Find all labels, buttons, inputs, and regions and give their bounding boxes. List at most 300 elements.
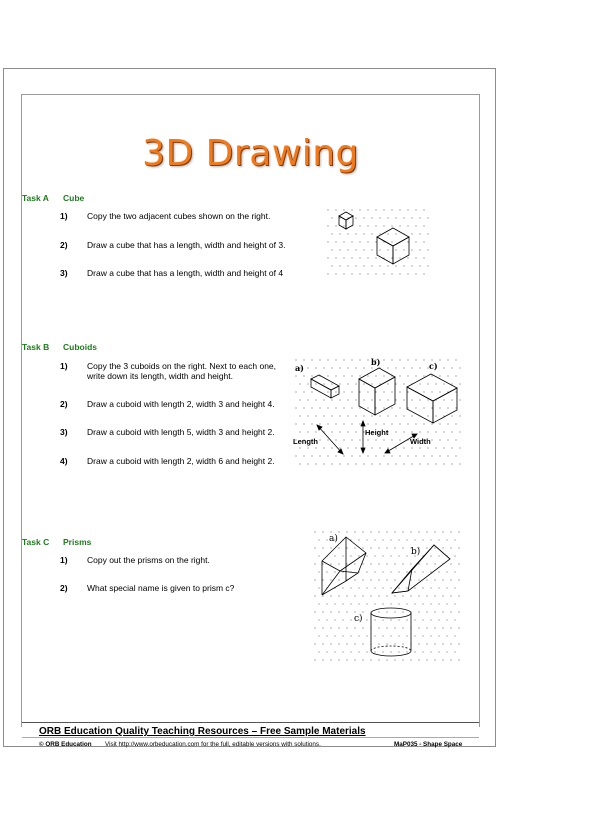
grid-dot xyxy=(382,539,383,540)
grid-dot xyxy=(447,423,448,424)
grid-dot xyxy=(378,579,379,580)
grid-dot xyxy=(314,611,315,612)
grid-dot xyxy=(450,579,451,580)
grid-dot xyxy=(391,391,392,392)
grid-dot xyxy=(374,539,375,540)
grid-dot xyxy=(319,407,320,408)
grid-dot xyxy=(455,423,456,424)
grid-dot xyxy=(303,407,304,408)
grid-dot xyxy=(394,563,395,564)
grid-dot xyxy=(338,627,339,628)
grid-dot xyxy=(431,407,432,408)
grid-dot xyxy=(303,423,304,424)
grid-dot xyxy=(422,635,423,636)
grid-dot xyxy=(422,587,423,588)
grid-dot xyxy=(407,407,408,408)
grid-dot xyxy=(450,547,451,548)
grid-dot xyxy=(366,587,367,588)
grid-dot xyxy=(374,571,375,572)
grid-dot xyxy=(375,273,376,274)
grid-dot xyxy=(319,359,320,360)
grid-dot xyxy=(339,383,340,384)
grid-dot xyxy=(375,241,376,242)
grid-dot xyxy=(399,407,400,408)
grid-dot xyxy=(450,611,451,612)
grid-dot xyxy=(398,587,399,588)
grid-dot xyxy=(362,659,363,660)
grid-dot xyxy=(371,463,372,464)
grid-dot xyxy=(378,595,379,596)
grid-dot xyxy=(335,423,336,424)
grid-dot xyxy=(347,383,348,384)
grid-dot xyxy=(434,579,435,580)
grid-dot xyxy=(350,619,351,620)
grid-dot xyxy=(403,249,404,250)
grid-dot xyxy=(427,249,428,250)
cuboid-a xyxy=(311,375,339,398)
grid-dot xyxy=(390,603,391,604)
grid-dot xyxy=(379,265,380,266)
grid-dot xyxy=(443,447,444,448)
grid-dot xyxy=(402,611,403,612)
cuboid-a-label: a) xyxy=(295,363,304,373)
grid-dot xyxy=(395,383,396,384)
grid-dot xyxy=(375,225,376,226)
grid-dot xyxy=(382,635,383,636)
grid-dot xyxy=(403,383,404,384)
grid-dot xyxy=(391,273,392,274)
grid-dot xyxy=(446,651,447,652)
grid-dot xyxy=(390,539,391,540)
grid-dot xyxy=(411,399,412,400)
grid-dot xyxy=(342,555,343,556)
grid-dot xyxy=(335,273,336,274)
grid-dot xyxy=(407,375,408,376)
grid-dot xyxy=(455,391,456,392)
grid-dot xyxy=(370,659,371,660)
grid-dot xyxy=(406,635,407,636)
grid-dot xyxy=(371,265,372,266)
grid-dot xyxy=(323,415,324,416)
footer-title: ORB Education Quality Teaching Resources – Free Sample Materials xyxy=(39,726,366,737)
grid-dot xyxy=(359,359,360,360)
grid-dot xyxy=(447,439,448,440)
grid-dot xyxy=(407,225,408,226)
grid-dot xyxy=(307,399,308,400)
question-text: Copy the 3 cuboids on the right. Next to each one, xyxy=(87,361,277,371)
grid-dot xyxy=(319,423,320,424)
grid-dot xyxy=(330,595,331,596)
grid-dot xyxy=(423,225,424,226)
grid-dot xyxy=(371,233,372,234)
grid-dot xyxy=(422,619,423,620)
grid-dot xyxy=(307,415,308,416)
grid-dot xyxy=(354,595,355,596)
grid-dot xyxy=(454,555,455,556)
grid-dot xyxy=(346,547,347,548)
grid-dot xyxy=(395,431,396,432)
grid-dot xyxy=(447,375,448,376)
grid-dot xyxy=(442,531,443,532)
grid-dot xyxy=(359,241,360,242)
grid-dot xyxy=(454,571,455,572)
grid-dot xyxy=(375,391,376,392)
grid-dot xyxy=(299,463,300,464)
grid-dot xyxy=(402,643,403,644)
grid-dot xyxy=(331,447,332,448)
grid-dot xyxy=(307,447,308,448)
grid-dot xyxy=(439,391,440,392)
grid-dot xyxy=(386,563,387,564)
small-cube xyxy=(339,212,353,229)
grid-dot xyxy=(406,619,407,620)
grid-dot xyxy=(335,209,336,210)
grid-dot xyxy=(299,431,300,432)
grid-dot xyxy=(359,375,360,376)
grid-dot xyxy=(323,463,324,464)
grid-dot xyxy=(435,463,436,464)
grid-dot xyxy=(330,547,331,548)
grid-dot xyxy=(391,241,392,242)
grid-dot xyxy=(459,431,460,432)
grid-dot xyxy=(427,217,428,218)
grid-dot xyxy=(434,611,435,612)
cubes-figure xyxy=(325,207,429,279)
grid-dot xyxy=(423,407,424,408)
grid-dot xyxy=(374,555,375,556)
grid-dot xyxy=(331,431,332,432)
grid-dot xyxy=(323,399,324,400)
grid-dot xyxy=(406,603,407,604)
height-label: Height xyxy=(365,428,389,437)
grid-dot xyxy=(455,439,456,440)
grid-dot xyxy=(370,579,371,580)
grid-dot xyxy=(395,415,396,416)
grid-dot xyxy=(359,407,360,408)
grid-dot xyxy=(430,539,431,540)
grid-dot xyxy=(295,423,296,424)
grid-dot xyxy=(359,257,360,258)
grid-dot xyxy=(451,431,452,432)
grid-dot xyxy=(435,415,436,416)
grid-dot xyxy=(414,603,415,604)
grid-dot xyxy=(367,225,368,226)
grid-dot xyxy=(322,627,323,628)
grid-dot xyxy=(330,659,331,660)
grid-dot xyxy=(314,531,315,532)
grid-dot xyxy=(378,659,379,660)
question-text: What special name is given to prism c? xyxy=(87,583,235,593)
grid-dot xyxy=(395,265,396,266)
grid-dot xyxy=(455,455,456,456)
grid-dot xyxy=(458,611,459,612)
grid-dot xyxy=(335,391,336,392)
grid-dot xyxy=(343,439,344,440)
grid-dot xyxy=(326,619,327,620)
grid-dot xyxy=(418,531,419,532)
grid-dot xyxy=(423,391,424,392)
grid-dot xyxy=(362,547,363,548)
grid-dot xyxy=(379,233,380,234)
prism-a-label: a) xyxy=(329,534,338,544)
grid-dot xyxy=(375,209,376,210)
question-text: Draw a cuboid with length 2, width 6 and height 2. xyxy=(87,456,275,466)
grid-dot xyxy=(330,627,331,628)
grid-dot xyxy=(338,579,339,580)
grid-dot xyxy=(387,415,388,416)
grid-dot xyxy=(390,571,391,572)
grid-dot xyxy=(451,415,452,416)
grid-dot xyxy=(419,447,420,448)
grid-dot xyxy=(387,265,388,266)
grid-dot xyxy=(311,455,312,456)
grid-dot xyxy=(342,635,343,636)
grid-dot xyxy=(358,651,359,652)
grid-dot xyxy=(419,217,420,218)
grid-dot xyxy=(443,399,444,400)
grid-dot xyxy=(339,431,340,432)
grid-dot xyxy=(334,635,335,636)
grid-dot xyxy=(330,531,331,532)
footer-code: MaP035 - Shape Space xyxy=(394,741,463,748)
grid-dot xyxy=(314,659,315,660)
grid-dot xyxy=(391,439,392,440)
grid-dot xyxy=(423,257,424,258)
grid-dot xyxy=(454,635,455,636)
grid-dot xyxy=(426,643,427,644)
cuboid-c-label: c) xyxy=(429,361,438,371)
grid-dot xyxy=(430,651,431,652)
grid-dot xyxy=(343,455,344,456)
grid-dot xyxy=(454,587,455,588)
grid-dot xyxy=(318,619,319,620)
grid-dot xyxy=(386,611,387,612)
grid-dot xyxy=(407,359,408,360)
grid-dot xyxy=(386,627,387,628)
grid-dot xyxy=(375,455,376,456)
grid-dot xyxy=(367,257,368,258)
prism-c-cylinder xyxy=(371,608,411,656)
grid-dot xyxy=(459,367,460,368)
grid-dot xyxy=(343,273,344,274)
grid-dot xyxy=(394,531,395,532)
grid-dot xyxy=(343,241,344,242)
grid-dot xyxy=(355,431,356,432)
grid-dot xyxy=(458,627,459,628)
grid-dot xyxy=(402,595,403,596)
grid-dot xyxy=(423,241,424,242)
grid-dot xyxy=(335,375,336,376)
grid-dot xyxy=(458,563,459,564)
grid-dot xyxy=(451,463,452,464)
grid-dot xyxy=(454,539,455,540)
grid-dot xyxy=(375,439,376,440)
question-number: 2) xyxy=(60,240,68,250)
grid-dot xyxy=(390,619,391,620)
grid-dot xyxy=(371,383,372,384)
grid-dot xyxy=(318,555,319,556)
grid-dot xyxy=(382,651,383,652)
grid-dot xyxy=(295,375,296,376)
grid-dot xyxy=(446,603,447,604)
grid-dot xyxy=(378,547,379,548)
grid-dot xyxy=(427,265,428,266)
grid-dot xyxy=(427,399,428,400)
grid-dot xyxy=(415,423,416,424)
grid-dot xyxy=(399,439,400,440)
grid-dot xyxy=(327,241,328,242)
grid-dot xyxy=(415,375,416,376)
grid-dot xyxy=(399,273,400,274)
grid-dot xyxy=(338,563,339,564)
grid-dot xyxy=(382,555,383,556)
grid-dot xyxy=(447,455,448,456)
grid-dot xyxy=(362,611,363,612)
grid-dot xyxy=(403,463,404,464)
grid-dot xyxy=(423,423,424,424)
question-text: Copy the two adjacent cubes shown on the right. xyxy=(87,211,271,221)
grid-dot xyxy=(334,603,335,604)
page-frame xyxy=(3,68,496,747)
grid-dot xyxy=(347,431,348,432)
prism-b-label: b) xyxy=(411,547,421,557)
grid-dot xyxy=(410,531,411,532)
question-text: Draw a cuboid with length 5, width 3 and height 2. xyxy=(87,427,275,437)
grid-dot xyxy=(427,233,428,234)
grid-dot xyxy=(427,431,428,432)
grid-dot xyxy=(442,579,443,580)
grid-dot xyxy=(386,531,387,532)
grid-dot xyxy=(387,383,388,384)
grid-dot xyxy=(438,619,439,620)
grid-dot xyxy=(335,439,336,440)
grid-dot xyxy=(363,367,364,368)
grid-dot xyxy=(374,635,375,636)
grid-dot xyxy=(435,431,436,432)
grid-dot xyxy=(442,595,443,596)
grid-dot xyxy=(442,643,443,644)
grid-dot xyxy=(338,531,339,532)
grid-dot xyxy=(366,571,367,572)
grid-dot xyxy=(434,627,435,628)
grid-dot xyxy=(347,447,348,448)
grid-dot xyxy=(459,399,460,400)
grid-dot xyxy=(411,463,412,464)
worksheet xyxy=(21,94,480,748)
grid-dot xyxy=(326,571,327,572)
grid-dot xyxy=(366,651,367,652)
grid-dot xyxy=(394,595,395,596)
grid-dot xyxy=(366,635,367,636)
grid-dot xyxy=(447,407,448,408)
grid-dot xyxy=(443,431,444,432)
prisms-figure xyxy=(312,529,462,667)
grid-dot xyxy=(322,547,323,548)
grid-dot xyxy=(374,651,375,652)
grid-dot xyxy=(347,249,348,250)
grid-dot xyxy=(355,447,356,448)
grid-dot xyxy=(355,217,356,218)
grid-dot xyxy=(295,455,296,456)
grid-dot xyxy=(383,455,384,456)
grid-dot xyxy=(398,539,399,540)
grid-dot xyxy=(382,587,383,588)
question-number: 3) xyxy=(60,427,68,437)
grid-dot xyxy=(322,643,323,644)
grid-dot xyxy=(382,603,383,604)
grid-dot xyxy=(362,579,363,580)
grid-dot xyxy=(334,555,335,556)
grid-dot xyxy=(383,423,384,424)
grid-dot xyxy=(374,587,375,588)
grid-dot xyxy=(383,225,384,226)
grid-dot xyxy=(319,455,320,456)
grid-dot xyxy=(431,439,432,440)
grid-dot xyxy=(366,619,367,620)
grid-dot xyxy=(411,217,412,218)
grid-dot xyxy=(303,391,304,392)
grid-dot xyxy=(423,359,424,360)
grid-dot xyxy=(383,375,384,376)
grid-dot xyxy=(315,399,316,400)
question-number: 2) xyxy=(60,399,68,409)
grid-dot xyxy=(398,651,399,652)
grid-dot xyxy=(395,447,396,448)
grid-dot xyxy=(382,571,383,572)
task-a-label: Task A xyxy=(22,193,49,203)
grid-dot xyxy=(399,375,400,376)
grid-dot xyxy=(339,399,340,400)
grid-dot xyxy=(398,619,399,620)
grid-dot xyxy=(406,539,407,540)
grid-dot xyxy=(442,627,443,628)
grid-dot xyxy=(366,603,367,604)
width-label: Width xyxy=(410,437,431,446)
grid-dot xyxy=(438,635,439,636)
grid-dot xyxy=(403,217,404,218)
grid-dot xyxy=(451,447,452,448)
grid-dot xyxy=(331,249,332,250)
grid-dot xyxy=(367,241,368,242)
grid-dot xyxy=(439,439,440,440)
grid-dot xyxy=(391,257,392,258)
grid-dot xyxy=(311,391,312,392)
grid-dot xyxy=(370,547,371,548)
grid-dot xyxy=(311,375,312,376)
question-text: Draw a cuboid with length 2, width 3 and height 4. xyxy=(87,399,275,409)
grid-dot xyxy=(351,455,352,456)
grid-dot xyxy=(350,603,351,604)
grid-dot xyxy=(307,463,308,464)
grid-dot xyxy=(295,359,296,360)
grid-dot xyxy=(375,423,376,424)
grid-dot xyxy=(354,579,355,580)
grid-dot xyxy=(327,209,328,210)
grid-dot xyxy=(367,423,368,424)
grid-dot xyxy=(318,539,319,540)
grid-dot xyxy=(342,651,343,652)
grid-dot xyxy=(450,643,451,644)
grid-dot xyxy=(419,249,420,250)
grid-dot xyxy=(390,635,391,636)
grid-dot xyxy=(406,571,407,572)
grid-dot xyxy=(367,391,368,392)
grid-dot xyxy=(411,431,412,432)
grid-dot xyxy=(311,407,312,408)
task-a-header xyxy=(22,193,85,203)
grid-dot xyxy=(351,375,352,376)
grid-dot xyxy=(315,383,316,384)
